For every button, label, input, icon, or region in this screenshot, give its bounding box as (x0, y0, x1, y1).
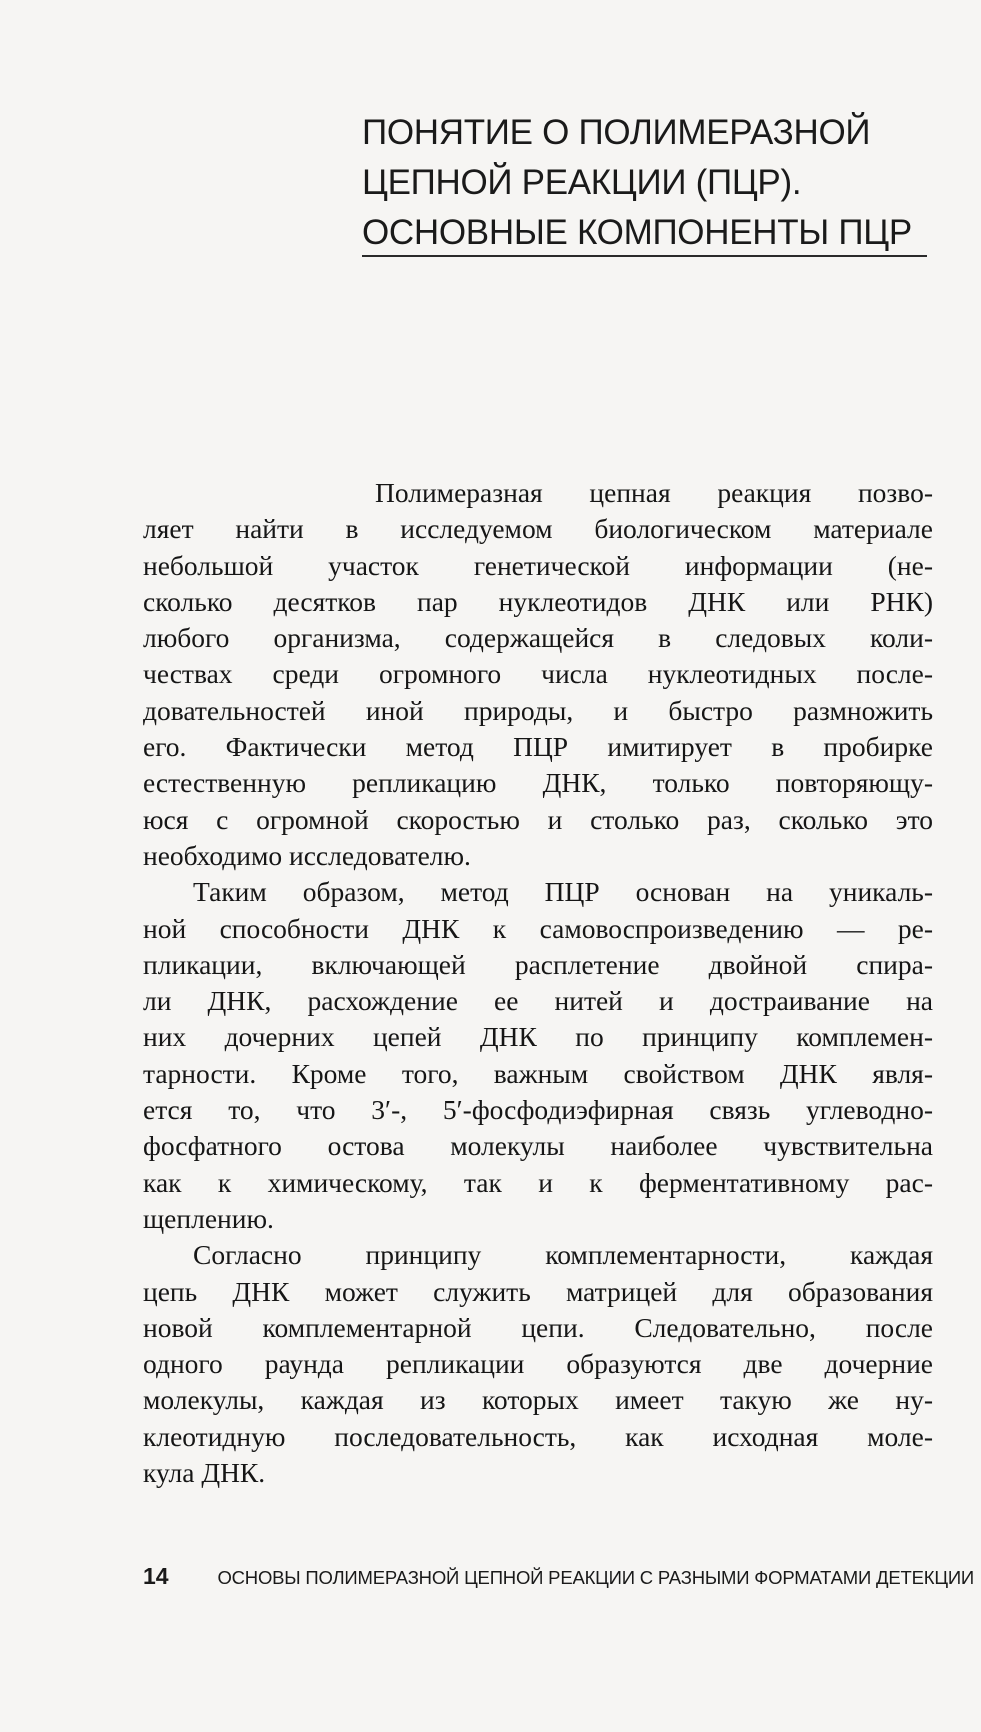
text-line: ется то, что 3′-, 5′-фосфодиэфирная связь углеводно- (143, 1094, 933, 1126)
text-line: ной способности ДНК к самовоспроизведению — ре- (143, 912, 933, 944)
text-line: Таким образом, метод ПЦР основан на уникаль- (193, 876, 933, 908)
text-line: Согласно принципу комплементарности, каждая (193, 1239, 933, 1271)
text-line: них дочерних цепей ДНК по принципу комплемен- (143, 1021, 933, 1053)
text-line: щеплению. (143, 1202, 274, 1234)
chapter-title-line: ПОНЯТИЕ О ПОЛИМЕРАЗНОЙ (362, 113, 871, 152)
text-line: любого организма, содержащейся в следовых коли- (143, 622, 933, 654)
text-line: фосфатного остова молекулы наиболее чувствительна (143, 1130, 933, 1162)
text-line: одного раунда репликации образуются две дочерние (143, 1348, 933, 1380)
text-line: юся с огромной скоростью и столько раз, сколько это (143, 803, 933, 835)
text-line: его. Фактически метод ПЦР имитирует в пробирке (143, 731, 933, 763)
paragraph-2 (143, 874, 933, 1237)
text-line: Полимеразная цепная реакция позво- (375, 477, 933, 508)
text-line: новой комплементарной цепи. Следовательно, после (143, 1311, 933, 1343)
paragraph-1 (143, 475, 933, 874)
title-underline (362, 255, 927, 257)
text-line: клеотидную последовательность, как исходная моле- (143, 1420, 933, 1452)
page-footer (143, 1563, 975, 1590)
text-line: ли ДНК, расхождение ее нитей и достраивание на (143, 985, 933, 1017)
text-line: небольшой участок генетической информации (не- (143, 549, 933, 581)
body-text (143, 475, 933, 1491)
paragraph-3 (143, 1237, 933, 1491)
text-line: как к химическому, так и к ферментативному рас- (143, 1166, 933, 1198)
text-line: пликации, включающей расплетение двойной спира- (143, 948, 933, 980)
chapter-title-line: ОСНОВНЫЕ КОМПОНЕНТЫ ПЦР (362, 213, 912, 252)
text-line: довательностей иной природы, и быстро размножить (143, 694, 933, 726)
text-line: необходимо исследователю. (143, 839, 471, 871)
text-line: цепь ДНК может служить матрицей для образования (143, 1275, 933, 1307)
page-number: 14 (143, 1563, 169, 1589)
text-line: сколько десятков пар нуклеотидов ДНК или РНК) (143, 585, 933, 617)
text-line: чествах среди огромного числа нуклеотидных после- (143, 658, 933, 690)
chapter-title-line: ЦЕПНОЙ РЕАКЦИИ (ПЦР). (362, 163, 802, 202)
text-line: ляет найти в исследуемом биологическом материале (143, 513, 933, 545)
text-line: тарности. Кроме того, важным свойством ДНК явля- (143, 1057, 933, 1089)
chapter-title (362, 108, 932, 258)
text-line: кула ДНК. (143, 1457, 266, 1489)
text-line: естественную репликацию ДНК, только повторяющу- (143, 767, 933, 799)
text-line: молекулы, каждая из которых имеет такую же ну- (143, 1384, 933, 1416)
running-head: ОСНОВЫ ПОЛИМЕРАЗНОЙ ЦЕПНОЙ РЕАКЦИИ С РАЗНЫМИ ФОРМАТАМИ ДЕТЕКЦИИ (217, 1567, 975, 1588)
